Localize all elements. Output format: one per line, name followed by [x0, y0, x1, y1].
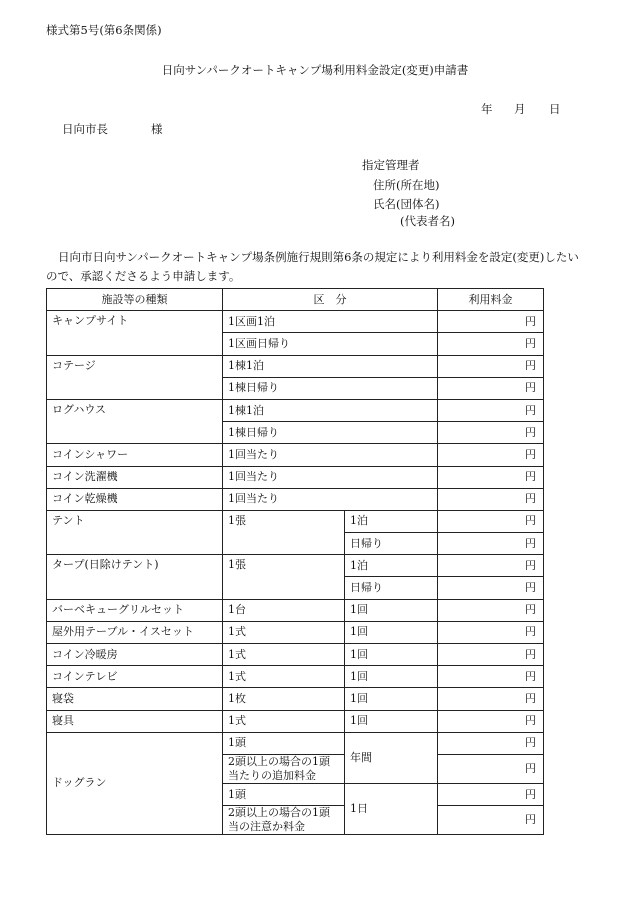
division-cell: 1区画日帰り: [223, 333, 438, 355]
unit-cell: 1式: [223, 644, 345, 666]
fee-cell: 円: [438, 510, 544, 532]
header-facility: 施設等の種類: [47, 289, 223, 311]
application-body-text: 日向市日向サンパークオートキャンプ場条例施行規則第6条の規定により利用料金を設定(変更)したいので、承認くださるよう申請します。: [46, 250, 579, 283]
facility-cottage: コテージ: [47, 355, 223, 399]
fee-cell: 円: [438, 311, 544, 333]
fee-cell: 円: [438, 488, 544, 510]
table-row: [47, 621, 544, 643]
header-division: 区 分: [223, 289, 438, 311]
facility-tarp: タープ(日除けテント): [47, 555, 223, 599]
fee-cell: 円: [438, 754, 544, 783]
sub-division-cell: 1回: [345, 599, 438, 621]
representative-label: (代表者名): [400, 214, 455, 228]
sub-division-cell: 日帰り: [345, 533, 438, 555]
unit-cell: 1張: [223, 510, 345, 554]
fee-cell: 円: [438, 333, 544, 355]
fee-cell: 円: [438, 599, 544, 621]
fee-cell: 円: [438, 377, 544, 399]
facility-bbq-grill: バーベキューグリルセット: [47, 599, 223, 621]
unit-cell: 2頭以上の場合の1頭当の注意か料金: [223, 806, 345, 835]
table-row: [47, 488, 544, 510]
fee-cell: 円: [438, 444, 544, 466]
facility-coin-aircon: コイン冷暖房: [47, 644, 223, 666]
manager-label: 指定管理者: [362, 158, 420, 172]
division-cell: 1棟1泊: [223, 399, 438, 421]
unit-cell: 1頭: [223, 732, 345, 754]
table-row: [47, 599, 544, 621]
division-cell: 1回当たり: [223, 444, 438, 466]
document-title: 日向サンパークオートキャンプ場利用料金設定(変更)申請書: [161, 63, 469, 77]
header-fee: 利用料金: [438, 289, 544, 311]
facility-coin-shower: コインシャワー: [47, 444, 223, 466]
sub-division-cell: 1回: [345, 666, 438, 688]
unit-cell: 1式: [223, 666, 345, 688]
sub-division-cell: 日帰り: [345, 577, 438, 599]
name-label: 氏名(団体名): [373, 197, 440, 211]
division-cell: 1棟日帰り: [223, 422, 438, 444]
table-row: [47, 355, 544, 377]
facility-table-set: 屋外用テーブル・イスセット: [47, 621, 223, 643]
table-row: [47, 688, 544, 710]
table-row: [47, 510, 544, 532]
facility-coin-washer: コイン洗濯機: [47, 466, 223, 488]
table-row: [47, 555, 544, 577]
unit-cell: 1式: [223, 710, 345, 732]
facility-camp-site: キャンプサイト: [47, 311, 223, 355]
division-cell: 1棟日帰り: [223, 377, 438, 399]
facility-coin-dryer: コイン乾燥機: [47, 488, 223, 510]
fee-cell: 円: [438, 710, 544, 732]
period-cell: 年間: [345, 732, 438, 783]
facility-sleeping-bag: 寝袋: [47, 688, 223, 710]
fee-cell: 円: [438, 688, 544, 710]
table-row: [47, 466, 544, 488]
sub-division-cell: 1回: [345, 621, 438, 643]
facility-log-house: ログハウス: [47, 399, 223, 443]
division-cell: 1区画1泊: [223, 311, 438, 333]
sub-division-cell: 1泊: [345, 510, 438, 532]
form-number: 様式第5号(第6条関係): [46, 23, 162, 37]
fee-cell: 円: [438, 466, 544, 488]
table-row: [47, 399, 544, 421]
division-cell: 1回当たり: [223, 488, 438, 510]
sub-division-cell: 1泊: [345, 555, 438, 577]
table-row: [47, 732, 544, 754]
table-header-row: [47, 289, 544, 311]
fee-cell: 円: [438, 399, 544, 421]
fee-cell: 円: [438, 644, 544, 666]
fee-cell: 円: [438, 577, 544, 599]
fee-cell: 円: [438, 555, 544, 577]
facility-bedding: 寝具: [47, 710, 223, 732]
fee-cell: 円: [438, 806, 544, 835]
fee-cell: 円: [438, 783, 544, 805]
unit-cell: 1枚: [223, 688, 345, 710]
table-row: [47, 710, 544, 732]
division-cell: 1棟1泊: [223, 355, 438, 377]
facility-dog-run: ドッグラン: [47, 732, 223, 834]
unit-cell: 2頭以上の場合の1頭当たりの追加料金: [223, 754, 345, 783]
table-row: [47, 444, 544, 466]
table-row: [47, 644, 544, 666]
date-month-label: 月: [514, 102, 526, 116]
unit-cell: 1頭: [223, 783, 345, 805]
division-cell: 1回当たり: [223, 466, 438, 488]
unit-cell: 1台: [223, 599, 345, 621]
fee-cell: 円: [438, 666, 544, 688]
date-year-label: 年: [481, 102, 493, 116]
facility-tent: テント: [47, 510, 223, 554]
fee-cell: 円: [438, 621, 544, 643]
address-label: 住所(所在地): [373, 178, 440, 192]
date-day-label: 日: [549, 102, 561, 116]
unit-cell: 1張: [223, 555, 345, 599]
table-row: [47, 311, 544, 333]
fee-cell: 円: [438, 355, 544, 377]
addressee-name: 日向市長: [62, 122, 108, 136]
fee-cell: 円: [438, 422, 544, 444]
table-row: [47, 666, 544, 688]
fee-table: [46, 288, 544, 835]
fee-cell: 円: [438, 732, 544, 754]
addressee-suffix: 様: [151, 122, 163, 136]
facility-coin-tv: コインテレビ: [47, 666, 223, 688]
period-cell: 1日: [345, 783, 438, 834]
fee-cell: 円: [438, 533, 544, 555]
sub-division-cell: 1回: [345, 710, 438, 732]
sub-division-cell: 1回: [345, 644, 438, 666]
sub-division-cell: 1回: [345, 688, 438, 710]
unit-cell: 1式: [223, 621, 345, 643]
